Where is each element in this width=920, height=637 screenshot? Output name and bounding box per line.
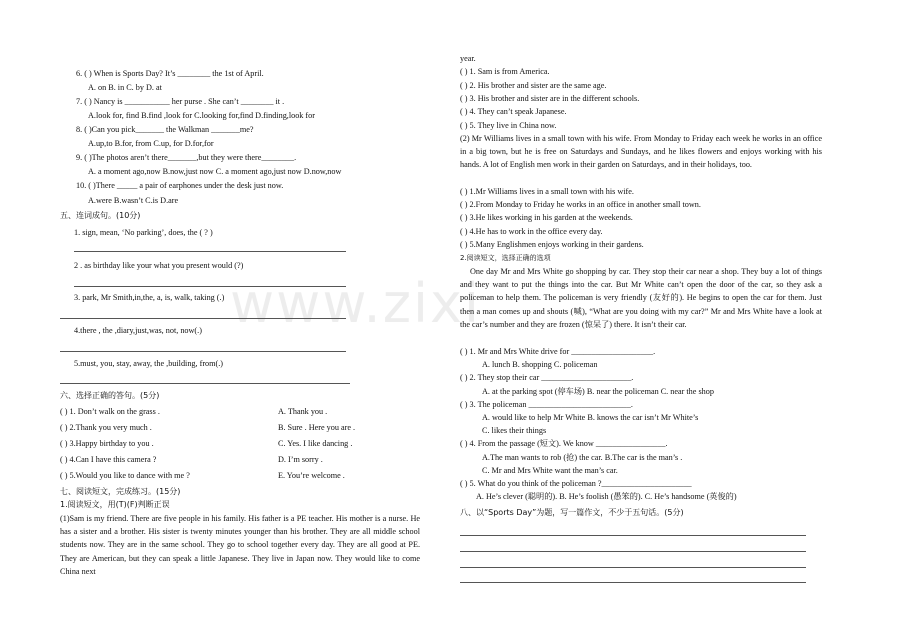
reply-question: ( ) 3.Happy birthday to you . xyxy=(60,439,154,448)
writing-line xyxy=(460,551,806,552)
sentence-item: 4.there , the ,diary,just,was, not, now(.) xyxy=(74,326,202,335)
watermark: www.zixi xyxy=(230,272,482,335)
passage-2: (2) Mr Williams lives in a small town with his wife. From Monday to Friday each week he works in an office in a big town, but he is free on Saturdays and Sundays, and he likes flowers and enjoys working with his hands. A lot of English men work in their garden on Saturdays, and in their holidays, too. xyxy=(460,134,822,170)
question-9-options: A. a moment ago,now B.now,just now C. a moment ago,just now D.now,now xyxy=(88,167,342,176)
choice-options: C. Mr and Mrs White want the man’s car. xyxy=(482,466,618,475)
choice-question: ( ) 5. What do you think of the policeman ?______________________ xyxy=(460,479,692,488)
reply-question: ( ) 2.Thank you very much . xyxy=(60,423,152,432)
reply-question: ( ) 4.Can I have this camera ? xyxy=(60,455,157,464)
sentence-item: 3. park, Mr Smith,in,the, a, is, walk, taking (.) xyxy=(74,293,225,302)
writing-line xyxy=(460,567,806,568)
true-false-item: ( ) 2. His brother and sister are the same age. xyxy=(460,81,607,90)
true-false-item: ( ) 3. His brother and sister are in the different schools. xyxy=(460,94,640,103)
right-column xyxy=(460,0,828,637)
question-8: 8. ( )Can you pick_______ the Walkman _______me? xyxy=(76,125,254,134)
question-7-options: A.look for, find B.find ,look for C.looking for,find D.finding,look for xyxy=(88,111,315,120)
passage-1-continued: year. xyxy=(460,54,476,63)
answer-line xyxy=(74,286,346,287)
true-false-item: ( ) 4.He has to work in the office every day. xyxy=(460,227,603,236)
reply-answer: B. Sure . Here you are . xyxy=(278,423,356,432)
true-false-item: ( ) 1.Mr Williams lives in a small town with his wife. xyxy=(460,187,634,196)
section-7-subtitle-2: 2.阅读短文，选择正确的选项 xyxy=(460,254,551,262)
sentence-item: 1. sign, mean, ‘No parking’, does, the ( ? ) xyxy=(74,228,213,237)
question-6-options: A. on B. in C. by D. at xyxy=(88,83,162,92)
choice-question: ( ) 4. From the passage (短文). We know _________________. xyxy=(460,439,668,448)
choice-question: ( ) 3. The policeman _________________________. xyxy=(460,400,633,409)
choice-question: ( ) 2. They stop their car ______________________. xyxy=(460,373,634,382)
choice-options: A. would like to help Mr White B. knows the car isn’t Mr White’s xyxy=(482,413,699,422)
passage-3: One day Mr and Mrs White go shopping by car. They stop their car near a shop. They buy a lot of things and they want to put the things into the car. But Mr White can’t open the door of the car, so they ask a policeman to help them. The policeman is very friendly (友好的). He begins to open the car for them. Just then a man comes up and shouts (喊), “What are you doing with my car?” Mr and Mrs White have a look at the car’s number and they are frozen (惊呆了) there. It isn’t their car. xyxy=(460,267,822,329)
sentence-item: 5.must, you, stay, away, the ,building, from(.) xyxy=(74,359,224,368)
reply-question: ( ) 1. Don’t walk on the grass . xyxy=(60,407,160,416)
choice-options: A. lunch B. shopping C. policeman xyxy=(482,360,598,369)
sentence-item: 2 . as birthday like your what you present would (?) xyxy=(74,261,244,270)
true-false-item: ( ) 4. They can’t speak Japanese. xyxy=(460,107,567,116)
answer-line xyxy=(74,251,346,252)
reply-answer: D. I’m sorry . xyxy=(278,455,323,464)
question-8-options: A.up,to B.for, from C.up, for D.for,for xyxy=(88,139,214,148)
answer-line xyxy=(60,351,346,352)
reply-answer: E. You’re welcome . xyxy=(278,471,345,480)
question-9: 9. ( )The photos aren’t there_______,but they were there________. xyxy=(76,153,297,162)
answer-line xyxy=(60,383,350,384)
section-6-title: 六、选择正确的答句。(5分) xyxy=(60,391,160,400)
section-8-title: 八、以“Sports Day”为题，写一篇作文，不少于五句话。(5分) xyxy=(460,508,684,517)
true-false-item: ( ) 3.He likes working in his garden at the weekends. xyxy=(460,213,633,222)
question-10-options: A.were B.wasn’t C.is D.are xyxy=(88,196,179,205)
true-false-item: ( ) 1. Sam is from America. xyxy=(460,67,550,76)
section-7-subtitle: 1.阅读短文，用(T)(F)判断正误 xyxy=(60,500,170,509)
choice-question: ( ) 1. Mr and Mrs White drive for ____________________. xyxy=(460,347,656,356)
passage-1: (1)Sam is my friend. There are five people in his family. His father is a PE teacher. His mother is a nurse. He has a sister and a brother. His sister is twenty minutes younger than his brother. They are all middle school students now. They are in the same school. They go to school together every day. They are all good at PE. They are American, but they can speak a little Japanese. They live in Japan now. They would like to come China next xyxy=(60,514,420,576)
true-false-item: ( ) 5.Many Englishmen enjoys working in their gardens. xyxy=(460,240,644,249)
true-false-item: ( ) 5. They live in China now. xyxy=(460,121,557,130)
choice-options: A.The man wants to rob (抢) the car. B.The car is the man’s . xyxy=(482,453,683,462)
true-false-item: ( ) 2.From Monday to Friday he works in an office in another small town. xyxy=(460,200,701,209)
section-5-title: 五、连词成句。(10分) xyxy=(60,211,141,220)
answer-line xyxy=(60,318,346,319)
question-7: 7. ( ) Nancy is ___________ her purse . She can’t ________ it . xyxy=(76,97,285,106)
writing-line xyxy=(460,582,806,583)
reply-question: ( ) 5.Would you like to dance with me ? xyxy=(60,471,190,480)
section-7-title: 七、阅读短文，完成练习。(15分) xyxy=(60,487,181,496)
writing-line xyxy=(460,535,806,536)
choice-options: A. He’s clever (聪明的). B. He’s foolish (愚笨的). C. He’s handsome (英俊的) xyxy=(476,492,737,501)
reply-answer: C. Yes. I like dancing . xyxy=(278,439,353,448)
choice-options: A. at the parking spot (停车场) B. near the policeman C. near the shop xyxy=(482,387,714,396)
question-10: 10. ( )There _____ a pair of earphones under the desk just now. xyxy=(76,181,284,190)
choice-options: C. likes their things xyxy=(482,426,547,435)
question-6: 6. ( ) When is Sports Day? It’s ________ the 1st of April. xyxy=(76,69,264,78)
left-column xyxy=(60,0,425,637)
reply-answer: A. Thank you . xyxy=(278,407,328,416)
